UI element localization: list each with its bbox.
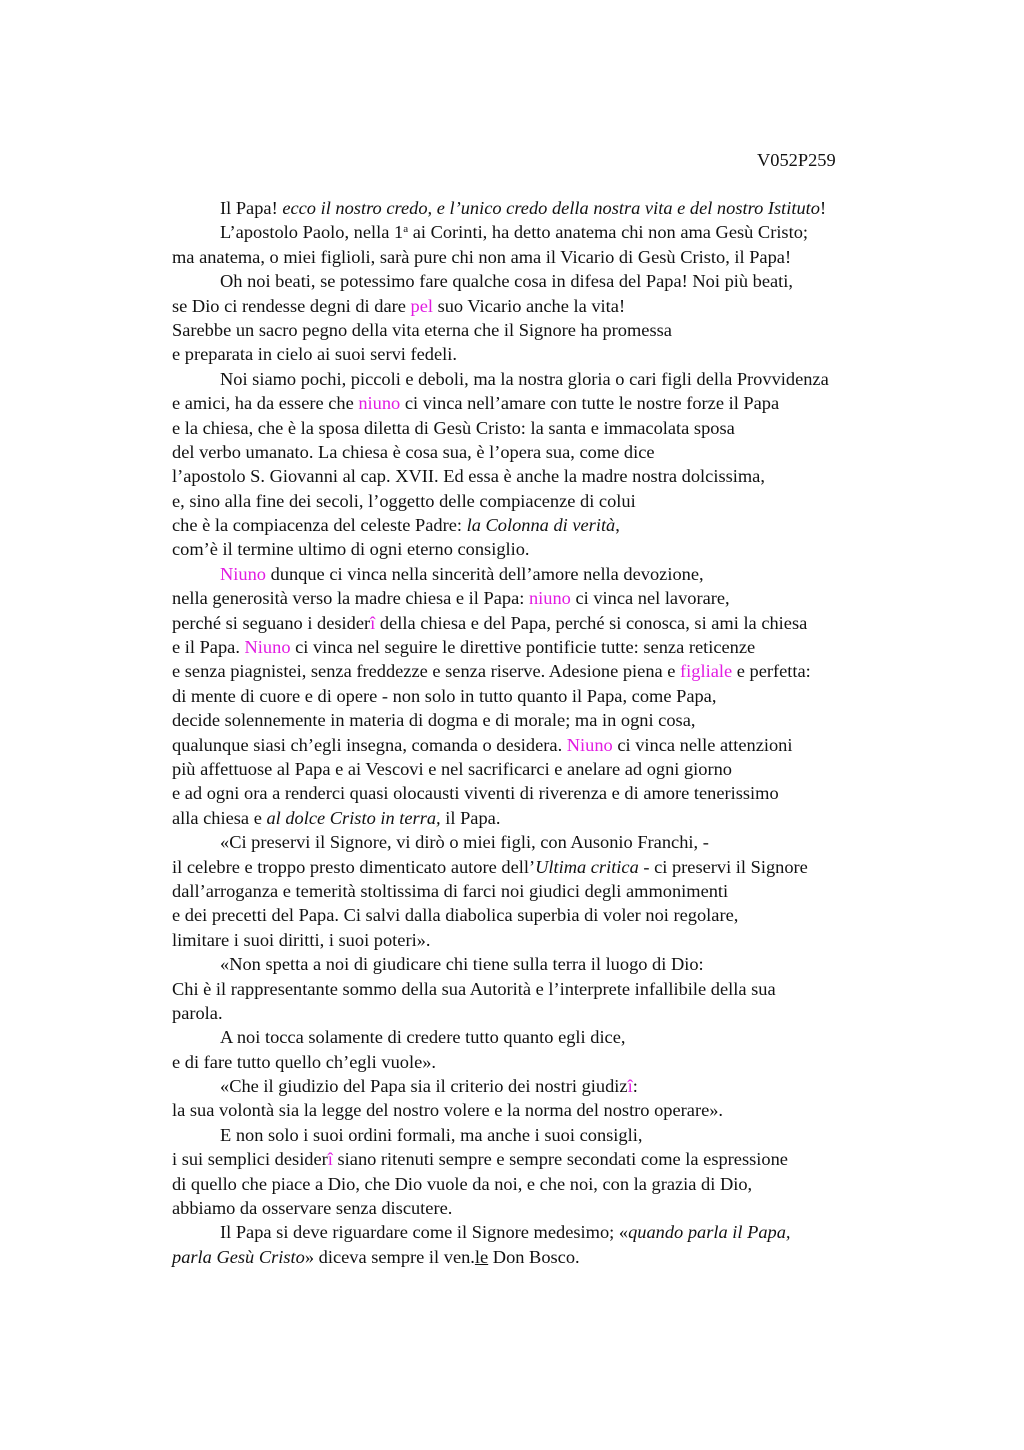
text-line [172,489,932,513]
text-line [172,562,932,586]
text-run: il Papa. [440,807,501,828]
highlighted-word: pel [410,295,433,316]
text-line [172,586,932,610]
text-run: ma anatema, o miei figlioli, sarà pure chi non ama il Vicario di Gesù Cristo, il Papa! [172,246,792,267]
text-line [172,977,932,1001]
document-body [172,196,932,1269]
text-line [172,903,932,927]
text-line [172,342,932,366]
text-run: e perfetta: [732,661,811,682]
text-line [172,391,932,415]
text-run: l’apostolo S. Giovanni al cap. XVII. Ed essa è anche la madre nostra dolcissima, [172,466,765,487]
text-line [172,1098,932,1122]
text-line [172,1220,932,1244]
text-run: ci vinca nel seguire le direttive pontificie tutte: senza reticenze [290,637,756,658]
italic-text: la Colonna di verità [466,515,616,536]
text-run: dunque ci vinca nella sincerità dell’amore nella devozione, [265,563,704,584]
text-run: e dei precetti del Papa. Ci salvi dalla diabolica superbia di voler noi regolare, [172,905,739,926]
text-line [172,513,932,537]
text-run: che è la compiacenza del celeste Padre: [172,515,467,536]
text-line [172,1172,932,1196]
text-run: parola. [172,1002,223,1023]
text-run: e, sino alla fine dei secoli, l’oggetto delle compiacenze di colui [172,490,636,511]
text-run: di mente di cuore e di opere - non solo in tutto quanto il Papa, come Papa, [172,685,717,706]
text-line [172,1147,932,1171]
text-run: abbiamo da osservare senza discutere. [172,1198,453,1219]
text-line [172,635,932,659]
text-line [172,1123,932,1147]
text-run: decide solennemente in materia di dogma e di morale; ma in ogni cosa, [172,710,696,731]
text-run: » diceva sempre il ven. [304,1246,475,1267]
text-line [172,806,932,830]
text-run: E non solo i suoi ordini formali, ma anche i suoi consigli, [220,1124,643,1145]
text-line [172,196,932,220]
text-line [172,220,932,244]
text-line [172,1025,932,1049]
text-run: qualunque siasi ch’egli insegna, comanda o desidera. [172,734,567,755]
text-run: il celebre e troppo presto dimenticato autore dell’ [172,856,536,877]
italic-text: parla Gesù Cristo [172,1246,305,1267]
text-line [172,952,932,976]
text-line [172,269,932,293]
text-run: «Che il giudizio del Papa sia il criterio dei nostri giudiz [220,1076,628,1097]
text-line [172,879,932,903]
text-line [172,318,932,342]
text-run: e il Papa. [172,637,245,658]
text-run: di quello che piace a Dio, che Dio vuole da noi, e che noi, con la grazia di Dio, [172,1173,753,1194]
text-run: dall’arroganza e temerità stoltissima di farci noi giudici degli ammonimenti [172,880,729,901]
text-line [172,781,932,805]
text-line [172,1074,932,1098]
text-line [172,830,932,854]
text-line [172,245,932,269]
text-line [172,611,932,635]
highlighted-word: î [370,612,376,633]
text-run: limitare i suoi diritti, i suoi poteri». [172,929,431,950]
highlighted-word: î [327,1149,333,1170]
text-line [172,659,932,683]
highlighted-word: Niuno [220,563,266,584]
text-run: com’è il termine ultimo di ogni eterno consiglio. [172,539,530,560]
highlighted-word: figliale [680,661,733,682]
text-run: siano ritenuti sempre e sempre secondati come la espressione [332,1149,788,1170]
text-line [172,367,932,391]
text-run: ! [819,198,827,218]
text-run: alla chiesa e [172,807,267,828]
italic-text: quando parla il Papa, [628,1222,791,1243]
text-run: del verbo umanato. La chiesa è cosa sua, è l’opera sua, come dice [172,441,655,462]
italic-text: ecco il nostro credo, e l’unico credo della nostra vita e del nostro Istituto [282,198,820,218]
text-run: più affettuose al Papa e ai Vescovi e nel sacrificarci e anelare ad ogni giorno [172,758,732,779]
text-line [172,684,932,708]
superscript: a [403,223,409,236]
text-run: Il Papa si deve riguardare come il Signore medesimo; « [220,1222,629,1243]
text-run: se Dio ci rendesse degni di dare [172,295,411,316]
text-run: Oh noi beati, se potessimo fare qualche cosa in difesa del Papa! Noi più beati, [220,271,794,292]
text-run: , [615,515,620,536]
highlighted-word: Niuno [244,637,291,658]
text-run: i sui semplici desider [172,1149,328,1170]
text-line [172,294,932,318]
text-run: «Ci preservi il Signore, vi dirò o miei figli, con Ausonio Franchi, - [220,832,709,853]
text-line [172,855,932,879]
text-run: nella generosità verso la madre chiesa e il Papa: [172,588,529,609]
text-run: L’apostolo Paolo, nella 1 [220,222,404,243]
text-run: Noi siamo pochi, piccoli e deboli, ma la nostra gloria o cari figli della Provvidenza [220,368,829,389]
page-identifier: V052P259 [757,150,836,170]
highlighted-word: î [627,1076,633,1097]
text-run: Don Bosco. [488,1246,580,1267]
text-run: Chi è il rappresentante sommo della sua Autorità e l’interprete infallibile della sua [172,978,776,999]
text-run: ci vinca nel lavorare, [570,588,730,609]
highlighted-word: Niuno [566,734,613,755]
text-run: e ad ogni ora a renderci quasi olocausti viventi di riverenza e di amore tenerissimo [172,783,779,804]
text-line [172,928,932,952]
text-run: e amici, ha da essere che [172,393,359,414]
text-run: e la chiesa, che è la sposa diletta di Gesù Cristo: la santa e immacolata sposa [172,417,735,438]
text-run: Sarebbe un sacro pegno della vita eterna che il Signore ha promessa [172,319,672,340]
text-run: : [632,1076,638,1097]
text-line [172,1001,932,1025]
text-run: «Non spetta a noi di giudicare chi tiene sulla terra il luogo di Dio: [220,954,704,975]
text-line [172,1050,932,1074]
text-line [172,416,932,440]
text-line [172,464,932,488]
italic-text: al dolce Cristo in terra, [266,807,441,828]
text-run: Il Papa! [220,198,283,218]
text-run: suo Vicario anche la vita! [432,295,626,316]
text-run: ci vinca nelle attenzioni [612,734,793,755]
text-line [172,1245,932,1269]
text-run: e preparata in cielo ai suoi servi fedeli. [172,344,457,365]
text-run: ci vinca nell’amare con tutte le nostre forze il Papa [400,393,780,414]
text-line [172,733,932,757]
text-run: ai Corinti, ha detto anatema chi non ama Gesù Cristo; [408,222,809,243]
text-line [172,757,932,781]
text-run: e senza piagnistei, senza freddezze e senza riserve. Adesione piena e [172,661,681,682]
text-line [172,440,932,464]
text-line [172,1196,932,1220]
underlined-text: le [474,1246,489,1267]
highlighted-word: niuno [528,588,571,609]
text-run: la sua volontà sia la legge del nostro volere e la norma del nostro operare». [172,1100,724,1121]
italic-text: Ultima critica [535,856,639,877]
text-run: - ci preservi il Signore [638,856,808,877]
text-line [172,537,932,561]
text-run: perché si seguano i desider [172,612,371,633]
highlighted-word: niuno [358,393,401,414]
text-run: e di fare tutto quello ch’egli vuole». [172,1051,437,1072]
text-line [172,708,932,732]
text-run: A noi tocca solamente di credere tutto quanto egli dice, [220,1027,626,1048]
text-run: della chiesa e del Papa, perché si conosca, si ami la chiesa [375,612,808,633]
